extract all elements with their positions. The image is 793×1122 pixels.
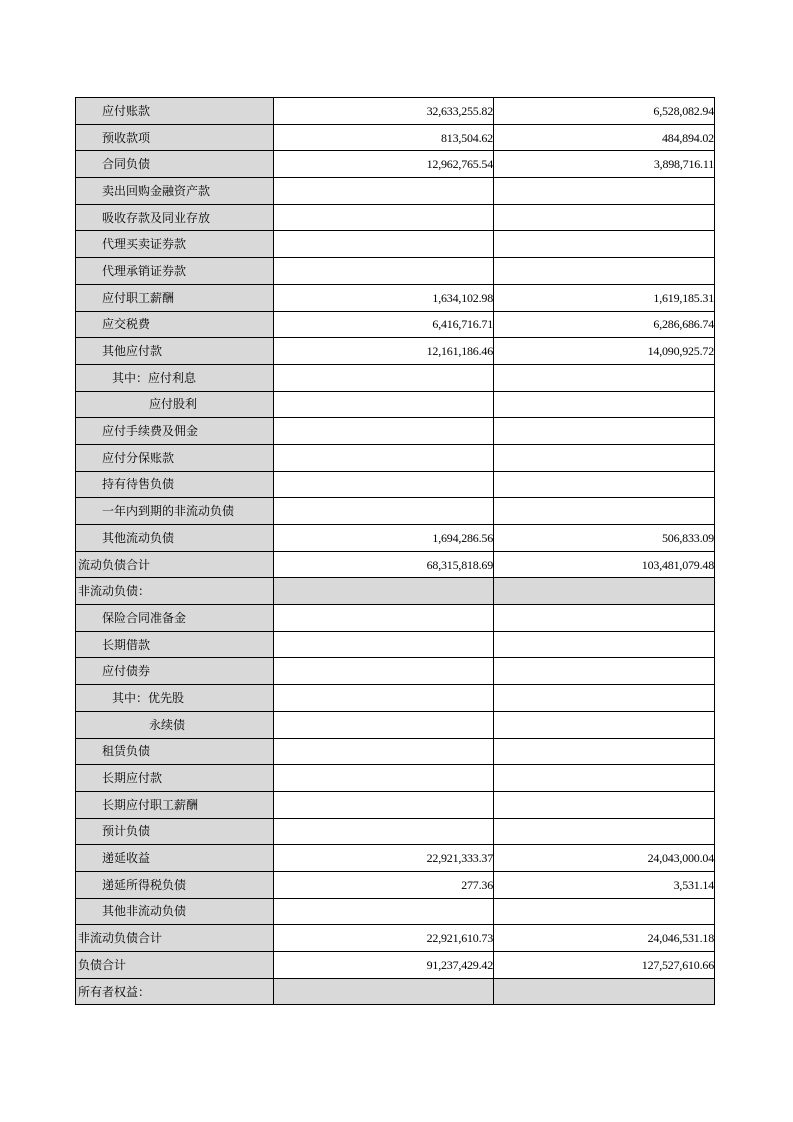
- table-row: [76, 605, 715, 632]
- current-period-value: 22,921,333.37: [274, 845, 494, 872]
- prior-period-value: [494, 231, 715, 258]
- row-label: 一年内到期的非流动负债: [76, 498, 274, 525]
- current-period-value: [274, 578, 494, 605]
- current-period-value: 32,633,255.82: [274, 98, 494, 125]
- prior-period-value: 6,528,082.94: [494, 98, 715, 125]
- table-row: [76, 952, 715, 979]
- prior-period-value: [494, 471, 715, 498]
- row-label: 其他应付款: [76, 338, 274, 365]
- current-period-value: [274, 978, 494, 1005]
- table-row: [76, 231, 715, 258]
- balance-sheet-body: [76, 98, 715, 1005]
- current-period-value: [274, 418, 494, 445]
- table-row: [76, 711, 715, 738]
- prior-period-value: 3,531.14: [494, 871, 715, 898]
- prior-period-value: [494, 418, 715, 445]
- table-row: [76, 978, 715, 1005]
- row-label: 代理承销证券款: [76, 258, 274, 285]
- table-row: [76, 498, 715, 525]
- current-period-value: 68,315,818.69: [274, 551, 494, 578]
- current-period-value: [274, 685, 494, 712]
- row-label: 预收款项: [76, 124, 274, 151]
- current-period-value: [274, 791, 494, 818]
- table-row: [76, 98, 715, 125]
- row-label: 持有待售负债: [76, 471, 274, 498]
- table-row: [76, 658, 715, 685]
- table-row: [76, 898, 715, 925]
- row-label: 负债合计: [76, 952, 274, 979]
- prior-period-value: 127,527,610.66: [494, 952, 715, 979]
- table-row: [76, 284, 715, 311]
- table-row: [76, 578, 715, 605]
- current-period-value: [274, 658, 494, 685]
- prior-period-value: [494, 658, 715, 685]
- row-label: 吸收存款及同业存放: [76, 204, 274, 231]
- table-row: [76, 685, 715, 712]
- prior-period-value: 3,898,716.11: [494, 151, 715, 178]
- current-period-value: [274, 471, 494, 498]
- current-period-value: [274, 364, 494, 391]
- table-row: [76, 364, 715, 391]
- current-period-value: [274, 738, 494, 765]
- current-period-value: 6,416,716.71: [274, 311, 494, 338]
- row-label: 长期借款: [76, 631, 274, 658]
- prior-period-value: [494, 738, 715, 765]
- row-label: 代理买卖证券款: [76, 231, 274, 258]
- current-period-value: [274, 898, 494, 925]
- row-label: 应付手续费及佣金: [76, 418, 274, 445]
- prior-period-value: [494, 498, 715, 525]
- table-row: [76, 311, 715, 338]
- prior-period-value: [494, 711, 715, 738]
- table-row: [76, 178, 715, 205]
- row-label: 应付账款: [76, 98, 274, 125]
- row-label: 其中：应付利息: [76, 364, 274, 391]
- table-row: [76, 765, 715, 792]
- row-label: 应付股利: [76, 391, 274, 418]
- prior-period-value: [494, 364, 715, 391]
- current-period-value: [274, 231, 494, 258]
- balance-sheet-table: [75, 97, 715, 1005]
- row-label: 其他流动负债: [76, 525, 274, 552]
- prior-period-value: 506,833.09: [494, 525, 715, 552]
- row-label: 保险合同准备金: [76, 605, 274, 632]
- prior-period-value: [494, 818, 715, 845]
- current-period-value: 22,921,610.73: [274, 925, 494, 952]
- prior-period-value: [494, 204, 715, 231]
- current-period-value: [274, 178, 494, 205]
- current-period-value: 1,634,102.98: [274, 284, 494, 311]
- prior-period-value: [494, 791, 715, 818]
- table-row: [76, 204, 715, 231]
- prior-period-value: 24,043,000.04: [494, 845, 715, 872]
- current-period-value: 12,161,186.46: [274, 338, 494, 365]
- prior-period-value: 1,619,185.31: [494, 284, 715, 311]
- table-row: [76, 444, 715, 471]
- current-period-value: 91,237,429.42: [274, 952, 494, 979]
- current-period-value: 813,504.62: [274, 124, 494, 151]
- table-row: [76, 845, 715, 872]
- row-label: 合同负债: [76, 151, 274, 178]
- prior-period-value: [494, 578, 715, 605]
- prior-period-value: [494, 391, 715, 418]
- table-row: [76, 525, 715, 552]
- current-period-value: [274, 605, 494, 632]
- row-label: 应交税费: [76, 311, 274, 338]
- current-period-value: [274, 258, 494, 285]
- prior-period-value: 14,090,925.72: [494, 338, 715, 365]
- current-period-value: [274, 391, 494, 418]
- prior-period-value: [494, 765, 715, 792]
- table-row: [76, 471, 715, 498]
- current-period-value: [274, 444, 494, 471]
- row-label: 应付债券: [76, 658, 274, 685]
- current-period-value: [274, 711, 494, 738]
- row-label: 非流动负债：: [76, 578, 274, 605]
- prior-period-value: 24,046,531.18: [494, 925, 715, 952]
- row-label: 应付职工薪酬: [76, 284, 274, 311]
- table-row: [76, 871, 715, 898]
- table-row: [76, 551, 715, 578]
- table-row: [76, 738, 715, 765]
- row-label: 长期应付职工薪酬: [76, 791, 274, 818]
- prior-period-value: [494, 605, 715, 632]
- row-label: 预计负债: [76, 818, 274, 845]
- row-label: 其中：优先股: [76, 685, 274, 712]
- current-period-value: 277.36: [274, 871, 494, 898]
- table-row: [76, 818, 715, 845]
- row-label: 永续债: [76, 711, 274, 738]
- table-row: [76, 258, 715, 285]
- table-row: [76, 631, 715, 658]
- row-label: 递延所得税负债: [76, 871, 274, 898]
- table-row: [76, 124, 715, 151]
- current-period-value: [274, 204, 494, 231]
- row-label: 卖出回购金融资产款: [76, 178, 274, 205]
- row-label: 应付分保账款: [76, 444, 274, 471]
- current-period-value: [274, 498, 494, 525]
- current-period-value: [274, 818, 494, 845]
- prior-period-value: [494, 685, 715, 712]
- row-label: 所有者权益：: [76, 978, 274, 1005]
- table-row: [76, 925, 715, 952]
- current-period-value: [274, 631, 494, 658]
- table-row: [76, 791, 715, 818]
- row-label: 递延收益: [76, 845, 274, 872]
- current-period-value: 12,962,765.54: [274, 151, 494, 178]
- current-period-value: [274, 765, 494, 792]
- prior-period-value: [494, 444, 715, 471]
- table-row: [76, 391, 715, 418]
- prior-period-value: 484,894.02: [494, 124, 715, 151]
- prior-period-value: [494, 258, 715, 285]
- current-period-value: 1,694,286.56: [274, 525, 494, 552]
- prior-period-value: [494, 178, 715, 205]
- table-row: [76, 338, 715, 365]
- prior-period-value: 6,286,686.74: [494, 311, 715, 338]
- row-label: 租赁负债: [76, 738, 274, 765]
- prior-period-value: [494, 631, 715, 658]
- table-row: [76, 151, 715, 178]
- prior-period-value: 103,481,079.48: [494, 551, 715, 578]
- prior-period-value: [494, 898, 715, 925]
- row-label: 非流动负债合计: [76, 925, 274, 952]
- row-label: 流动负债合计: [76, 551, 274, 578]
- row-label: 其他非流动负债: [76, 898, 274, 925]
- table-row: [76, 418, 715, 445]
- prior-period-value: [494, 978, 715, 1005]
- row-label: 长期应付款: [76, 765, 274, 792]
